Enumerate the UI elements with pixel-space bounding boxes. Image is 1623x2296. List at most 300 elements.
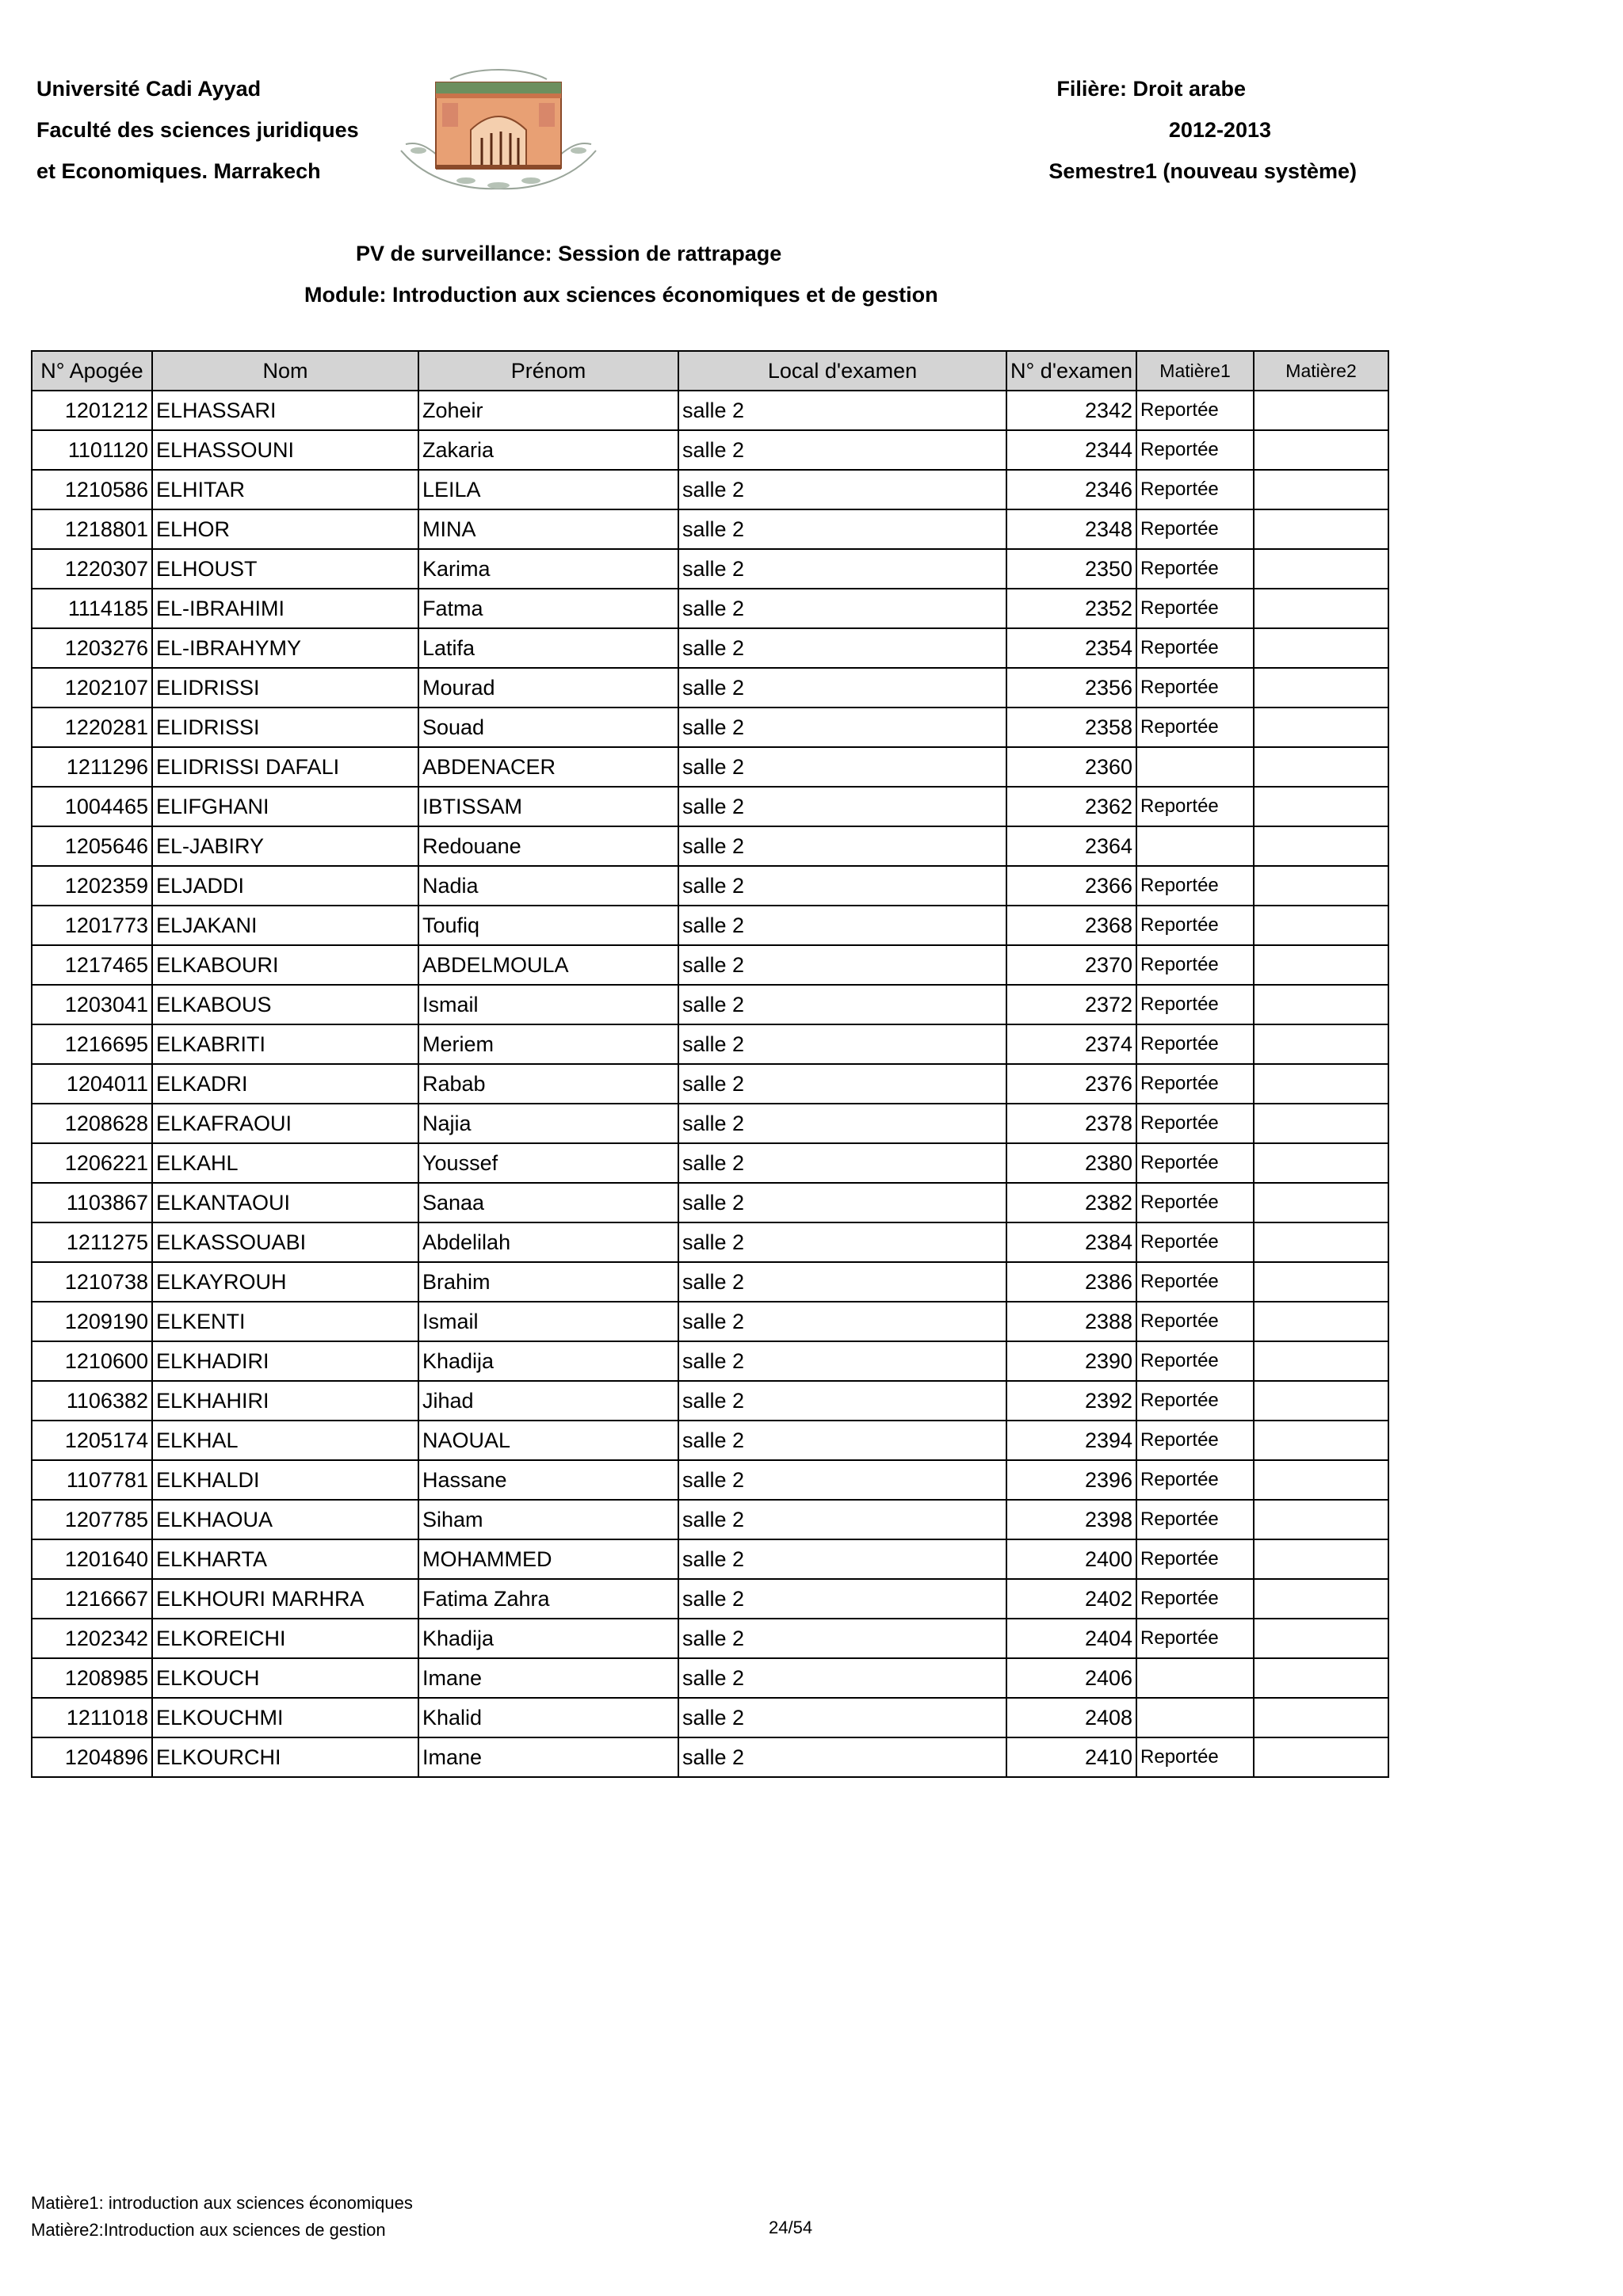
cell-apogee: 1211296 [32,747,152,787]
cell-matiere2 [1254,1698,1388,1737]
table-row [32,1262,1388,1302]
cell-matiere1: Reportée [1136,1341,1254,1381]
cell-matiere1: Reportée [1136,1737,1254,1777]
cell-matiere1: Reportée [1136,1064,1254,1104]
cell-num-examen: 2404 [1006,1619,1136,1658]
cell-apogee: 1211275 [32,1222,152,1262]
cell-num-examen: 2370 [1006,945,1136,985]
cell-matiere2 [1254,430,1388,470]
table-row [32,391,1388,430]
cell-apogee: 1204011 [32,1064,152,1104]
cell-apogee: 1103867 [32,1183,152,1222]
cell-matiere1: Reportée [1136,1381,1254,1421]
table-row [32,430,1388,470]
cell-prenom: MINA [418,509,678,549]
cell-matiere2 [1254,1222,1388,1262]
cell-local: salle 2 [678,589,1006,628]
cell-num-examen: 2406 [1006,1658,1136,1698]
cell-nom: ELHOUST [152,549,418,589]
cell-matiere1: Reportée [1136,509,1254,549]
table-row [32,1698,1388,1737]
cell-prenom: Nadia [418,866,678,906]
cell-local: salle 2 [678,1698,1006,1737]
cell-matiere2 [1254,668,1388,707]
cell-nom: ELHOR [152,509,418,549]
cell-local: salle 2 [678,1104,1006,1143]
cell-local: salle 2 [678,668,1006,707]
cell-nom: ELKABOURI [152,945,418,985]
cell-nom: ELJAKANI [152,906,418,945]
cell-matiere2 [1254,1579,1388,1619]
table-row [32,985,1388,1024]
cell-apogee: 1217465 [32,945,152,985]
cell-matiere1: Reportée [1136,1262,1254,1302]
table-row [32,707,1388,747]
cell-matiere2 [1254,1539,1388,1579]
cell-local: salle 2 [678,1619,1006,1658]
cell-matiere2 [1254,509,1388,549]
cell-matiere1: Reportée [1136,985,1254,1024]
cell-nom: ELKOUCH [152,1658,418,1698]
table-row [32,1143,1388,1183]
cell-prenom: Meriem [418,1024,678,1064]
cell-matiere1 [1136,747,1254,787]
cell-nom: ELHASSOUNI [152,430,418,470]
cell-nom: ELKABOUS [152,985,418,1024]
cell-nom: ELKHALDI [152,1460,418,1500]
cell-prenom: NAOUAL [418,1421,678,1460]
university-name: Université Cadi Ayyad [36,77,262,101]
cell-local: salle 2 [678,628,1006,668]
cell-nom: ELKOREICHI [152,1619,418,1658]
header-left [36,76,359,200]
table-row [32,1302,1388,1341]
cell-nom: ELKHADIRI [152,1341,418,1381]
cell-prenom: Sanaa [418,1183,678,1222]
cell-apogee: 1210600 [32,1341,152,1381]
cell-num-examen: 2390 [1006,1341,1136,1381]
cell-nom: ELJADDI [152,866,418,906]
cell-matiere2 [1254,1658,1388,1698]
table-row [32,549,1388,589]
header-right [1048,76,1357,200]
cell-prenom: Jihad [418,1381,678,1421]
cell-matiere1: Reportée [1136,1460,1254,1500]
cell-prenom: Khadija [418,1341,678,1381]
cell-local: salle 2 [678,945,1006,985]
cell-local: salle 2 [678,866,1006,906]
table-row [32,1381,1388,1421]
cell-matiere1: Reportée [1136,1024,1254,1064]
table-row [32,509,1388,549]
cell-local: salle 2 [678,430,1006,470]
cell-prenom: Najia [418,1104,678,1143]
module-title: Module: Introduction aux sciences économiques et de gestion [304,283,938,307]
cell-nom: ELKHAOUA [152,1500,418,1539]
cell-apogee: 1207785 [32,1500,152,1539]
cell-matiere2 [1254,628,1388,668]
semester-label: Semestre1 (nouveau système) [1048,159,1357,183]
cell-local: salle 2 [678,826,1006,866]
table-row [32,1658,1388,1698]
cell-num-examen: 2342 [1006,391,1136,430]
table-body [32,391,1388,1777]
cell-matiere2 [1254,787,1388,826]
cell-nom: ELIDRISSI [152,668,418,707]
cell-prenom: Fatima Zahra [418,1579,678,1619]
table-row [32,1024,1388,1064]
cell-matiere2 [1254,1619,1388,1658]
cell-matiere2 [1254,747,1388,787]
cell-nom: ELKHARTA [152,1539,418,1579]
cell-num-examen: 2374 [1006,1024,1136,1064]
cell-nom: ELKHAL [152,1421,418,1460]
cell-matiere2 [1254,1500,1388,1539]
cell-matiere2 [1254,826,1388,866]
cell-num-examen: 2354 [1006,628,1136,668]
cell-num-examen: 2388 [1006,1302,1136,1341]
cell-local: salle 2 [678,1381,1006,1421]
cell-prenom: Siham [418,1500,678,1539]
footnote-matiere2: Matière2:Introduction aux sciences de gestion [31,2220,386,2240]
cell-nom: EL-JABIRY [152,826,418,866]
cell-matiere1: Reportée [1136,1579,1254,1619]
cell-num-examen: 2356 [1006,668,1136,707]
col-apogee: N° Apogée [32,351,152,391]
cell-local: salle 2 [678,906,1006,945]
cell-prenom: Imane [418,1737,678,1777]
cell-apogee: 1204896 [32,1737,152,1777]
table-row [32,1183,1388,1222]
surveillance-table [31,350,1389,1778]
cell-matiere1: Reportée [1136,1539,1254,1579]
cell-prenom: IBTISSAM [418,787,678,826]
cell-matiere1 [1136,1698,1254,1737]
cell-nom: ELKANTAOUI [152,1183,418,1222]
cell-num-examen: 2352 [1006,589,1136,628]
cell-apogee: 1209190 [32,1302,152,1341]
cell-num-examen: 2410 [1006,1737,1136,1777]
cell-nom: ELIDRISSI DAFALI [152,747,418,787]
cell-matiere2 [1254,1381,1388,1421]
table-row [32,1737,1388,1777]
table-row [32,589,1388,628]
cell-matiere1: Reportée [1136,906,1254,945]
cell-matiere2 [1254,1421,1388,1460]
cell-num-examen: 2346 [1006,470,1136,509]
cell-matiere1: Reportée [1136,1222,1254,1262]
cell-apogee: 1206221 [32,1143,152,1183]
cell-num-examen: 2376 [1006,1064,1136,1104]
cell-prenom: Zoheir [418,391,678,430]
cell-local: salle 2 [678,1658,1006,1698]
university-logo [395,62,602,193]
cell-prenom: MOHAMMED [418,1539,678,1579]
cell-num-examen: 2364 [1006,826,1136,866]
table-row [32,1500,1388,1539]
cell-prenom: Brahim [418,1262,678,1302]
cell-apogee: 1220307 [32,549,152,589]
col-nom: Nom [152,351,418,391]
cell-local: salle 2 [678,985,1006,1024]
cell-matiere1: Reportée [1136,1500,1254,1539]
cell-apogee: 1201640 [32,1539,152,1579]
cell-nom: ELHITAR [152,470,418,509]
cell-matiere2 [1254,1262,1388,1302]
cell-matiere1: Reportée [1136,430,1254,470]
cell-matiere1: Reportée [1136,470,1254,509]
table-row [32,628,1388,668]
cell-nom: ELIFGHANI [152,787,418,826]
cell-apogee: 1208628 [32,1104,152,1143]
cell-apogee: 1101120 [32,430,152,470]
cell-num-examen: 2360 [1006,747,1136,787]
cell-local: salle 2 [678,1460,1006,1500]
cell-local: salle 2 [678,1579,1006,1619]
cell-matiere1: Reportée [1136,391,1254,430]
table-row [32,1579,1388,1619]
cell-num-examen: 2394 [1006,1421,1136,1460]
cell-apogee: 1203041 [32,985,152,1024]
cell-apogee: 1106382 [32,1381,152,1421]
cell-local: salle 2 [678,1737,1006,1777]
cell-nom: ELKAYROUH [152,1262,418,1302]
cell-num-examen: 2396 [1006,1460,1136,1500]
cell-prenom: Abdelilah [418,1222,678,1262]
cell-nom: ELKAHL [152,1143,418,1183]
cell-apogee: 1220281 [32,707,152,747]
cell-num-examen: 2344 [1006,430,1136,470]
cell-local: salle 2 [678,1262,1006,1302]
table-row [32,1619,1388,1658]
cell-prenom: Imane [418,1658,678,1698]
cell-local: salle 2 [678,1500,1006,1539]
cell-matiere2 [1254,470,1388,509]
cell-matiere1: Reportée [1136,1143,1254,1183]
academic-year: 2012-2013 [1168,118,1271,142]
cell-nom: ELKASSOUABI [152,1222,418,1262]
cell-num-examen: 2408 [1006,1698,1136,1737]
cell-nom: ELIDRISSI [152,707,418,747]
cell-matiere1: Reportée [1136,945,1254,985]
cell-local: salle 2 [678,787,1006,826]
col-num-examen: N° d'examen [1006,351,1136,391]
cell-apogee: 1216667 [32,1579,152,1619]
cell-apogee: 1201212 [32,391,152,430]
filiere-label: Filière: Droit arabe [1056,77,1246,101]
col-matiere1: Matière1 [1136,351,1254,391]
cell-apogee: 1211018 [32,1698,152,1737]
cell-nom: ELKHAHIRI [152,1381,418,1421]
cell-local: salle 2 [678,1183,1006,1222]
cell-local: salle 2 [678,707,1006,747]
cell-apogee: 1004465 [32,787,152,826]
cell-local: salle 2 [678,1143,1006,1183]
table-row [32,470,1388,509]
cell-apogee: 1202359 [32,866,152,906]
col-local: Local d'examen [678,351,1006,391]
cell-local: salle 2 [678,391,1006,430]
cell-local: salle 2 [678,470,1006,509]
cell-prenom: Khalid [418,1698,678,1737]
cell-num-examen: 2384 [1006,1222,1136,1262]
cell-num-examen: 2398 [1006,1500,1136,1539]
cell-num-examen: 2366 [1006,866,1136,906]
cell-prenom: Khadija [418,1619,678,1658]
cell-matiere2 [1254,549,1388,589]
cell-apogee: 1210586 [32,470,152,509]
cell-nom: EL-IBRAHIMI [152,589,418,628]
cell-matiere1: Reportée [1136,1302,1254,1341]
table-row [32,1341,1388,1381]
cell-matiere1: Reportée [1136,866,1254,906]
table-row [32,747,1388,787]
cell-matiere2 [1254,1064,1388,1104]
cell-prenom: Zakaria [418,430,678,470]
col-matiere2: Matière2 [1254,351,1388,391]
cell-local: salle 2 [678,1421,1006,1460]
cell-matiere1: Reportée [1136,1183,1254,1222]
cell-num-examen: 2350 [1006,549,1136,589]
cell-apogee: 1205174 [32,1421,152,1460]
cell-nom: ELKAFRAOUI [152,1104,418,1143]
table-row [32,945,1388,985]
cell-prenom: Toufiq [418,906,678,945]
cell-local: salle 2 [678,1539,1006,1579]
cell-apogee: 1202342 [32,1619,152,1658]
cell-local: salle 2 [678,1222,1006,1262]
table-row [32,826,1388,866]
cell-num-examen: 2362 [1006,787,1136,826]
cell-matiere2 [1254,1143,1388,1183]
cell-matiere1 [1136,1658,1254,1698]
cell-local: salle 2 [678,1064,1006,1104]
cell-prenom: LEILA [418,470,678,509]
cell-matiere1 [1136,826,1254,866]
cell-matiere1: Reportée [1136,628,1254,668]
cell-prenom: Youssef [418,1143,678,1183]
table-row [32,668,1388,707]
page-title: PV de surveillance: Session de rattrapage [356,242,782,265]
cell-matiere1: Reportée [1136,1619,1254,1658]
faculty-city: et Economiques. Marrakech [36,159,321,183]
cell-apogee: 1210738 [32,1262,152,1302]
cell-matiere1: Reportée [1136,707,1254,747]
cell-apogee: 1202107 [32,668,152,707]
cell-local: salle 2 [678,1302,1006,1341]
cell-prenom: ABDELMOULA [418,945,678,985]
cell-matiere2 [1254,391,1388,430]
cell-prenom: Ismail [418,985,678,1024]
cell-matiere2 [1254,1024,1388,1064]
cell-nom: ELHASSARI [152,391,418,430]
cell-local: salle 2 [678,549,1006,589]
table-row [32,1222,1388,1262]
footnote-matiere1: Matière1: introduction aux sciences économiques [31,2193,413,2213]
table-row [32,1539,1388,1579]
table-row [32,1460,1388,1500]
cell-local: salle 2 [678,1024,1006,1064]
cell-matiere2 [1254,1104,1388,1143]
cell-matiere2 [1254,985,1388,1024]
cell-apogee: 1208985 [32,1658,152,1698]
cell-matiere1: Reportée [1136,787,1254,826]
cell-matiere2 [1254,589,1388,628]
cell-matiere2 [1254,1302,1388,1341]
cell-num-examen: 2392 [1006,1381,1136,1421]
cell-num-examen: 2382 [1006,1183,1136,1222]
table-row [32,787,1388,826]
cell-nom: EL-IBRAHYMY [152,628,418,668]
cell-num-examen: 2368 [1006,906,1136,945]
cell-nom: ELKADRI [152,1064,418,1104]
cell-num-examen: 2358 [1006,707,1136,747]
cell-prenom: Karima [418,549,678,589]
cell-num-examen: 2380 [1006,1143,1136,1183]
cell-matiere2 [1254,1737,1388,1777]
cell-matiere1: Reportée [1136,589,1254,628]
cell-matiere1: Reportée [1136,549,1254,589]
cell-nom: ELKOURCHI [152,1737,418,1777]
table-row [32,1104,1388,1143]
cell-matiere2 [1254,945,1388,985]
cell-num-examen: 2378 [1006,1104,1136,1143]
cell-matiere1: Reportée [1136,668,1254,707]
table-row [32,1064,1388,1104]
cell-matiere2 [1254,1460,1388,1500]
cell-apogee: 1107781 [32,1460,152,1500]
cell-apogee: 1218801 [32,509,152,549]
cell-prenom: ABDENACER [418,747,678,787]
cell-apogee: 1216695 [32,1024,152,1064]
cell-matiere2 [1254,707,1388,747]
cell-apogee: 1203276 [32,628,152,668]
cell-prenom: Hassane [418,1460,678,1500]
cell-prenom: Rabab [418,1064,678,1104]
cell-local: salle 2 [678,509,1006,549]
table-row [32,866,1388,906]
cell-matiere2 [1254,1183,1388,1222]
table-row [32,906,1388,945]
cell-matiere2 [1254,1341,1388,1381]
table-row [32,1421,1388,1460]
cell-prenom: Souad [418,707,678,747]
faculty-name: Faculté des sciences juridiques [36,118,359,142]
cell-prenom: Redouane [418,826,678,866]
col-prenom: Prénom [418,351,678,391]
cell-num-examen: 2386 [1006,1262,1136,1302]
cell-num-examen: 2400 [1006,1539,1136,1579]
cell-prenom: Fatma [418,589,678,628]
cell-num-examen: 2348 [1006,509,1136,549]
cell-matiere1: Reportée [1136,1421,1254,1460]
page-number: 24/54 [769,2218,813,2237]
cell-num-examen: 2372 [1006,985,1136,1024]
cell-prenom: Ismail [418,1302,678,1341]
cell-prenom: Mourad [418,668,678,707]
cell-nom: ELKHOURI MARHRA [152,1579,418,1619]
cell-apogee: 1114185 [32,589,152,628]
cell-apogee: 1205646 [32,826,152,866]
cell-apogee: 1201773 [32,906,152,945]
cell-matiere2 [1254,866,1388,906]
cell-local: salle 2 [678,1341,1006,1381]
cell-nom: ELKOUCHMI [152,1698,418,1737]
cell-nom: ELKENTI [152,1302,418,1341]
cell-num-examen: 2402 [1006,1579,1136,1619]
cell-matiere1: Reportée [1136,1104,1254,1143]
cell-nom: ELKABRITI [152,1024,418,1064]
